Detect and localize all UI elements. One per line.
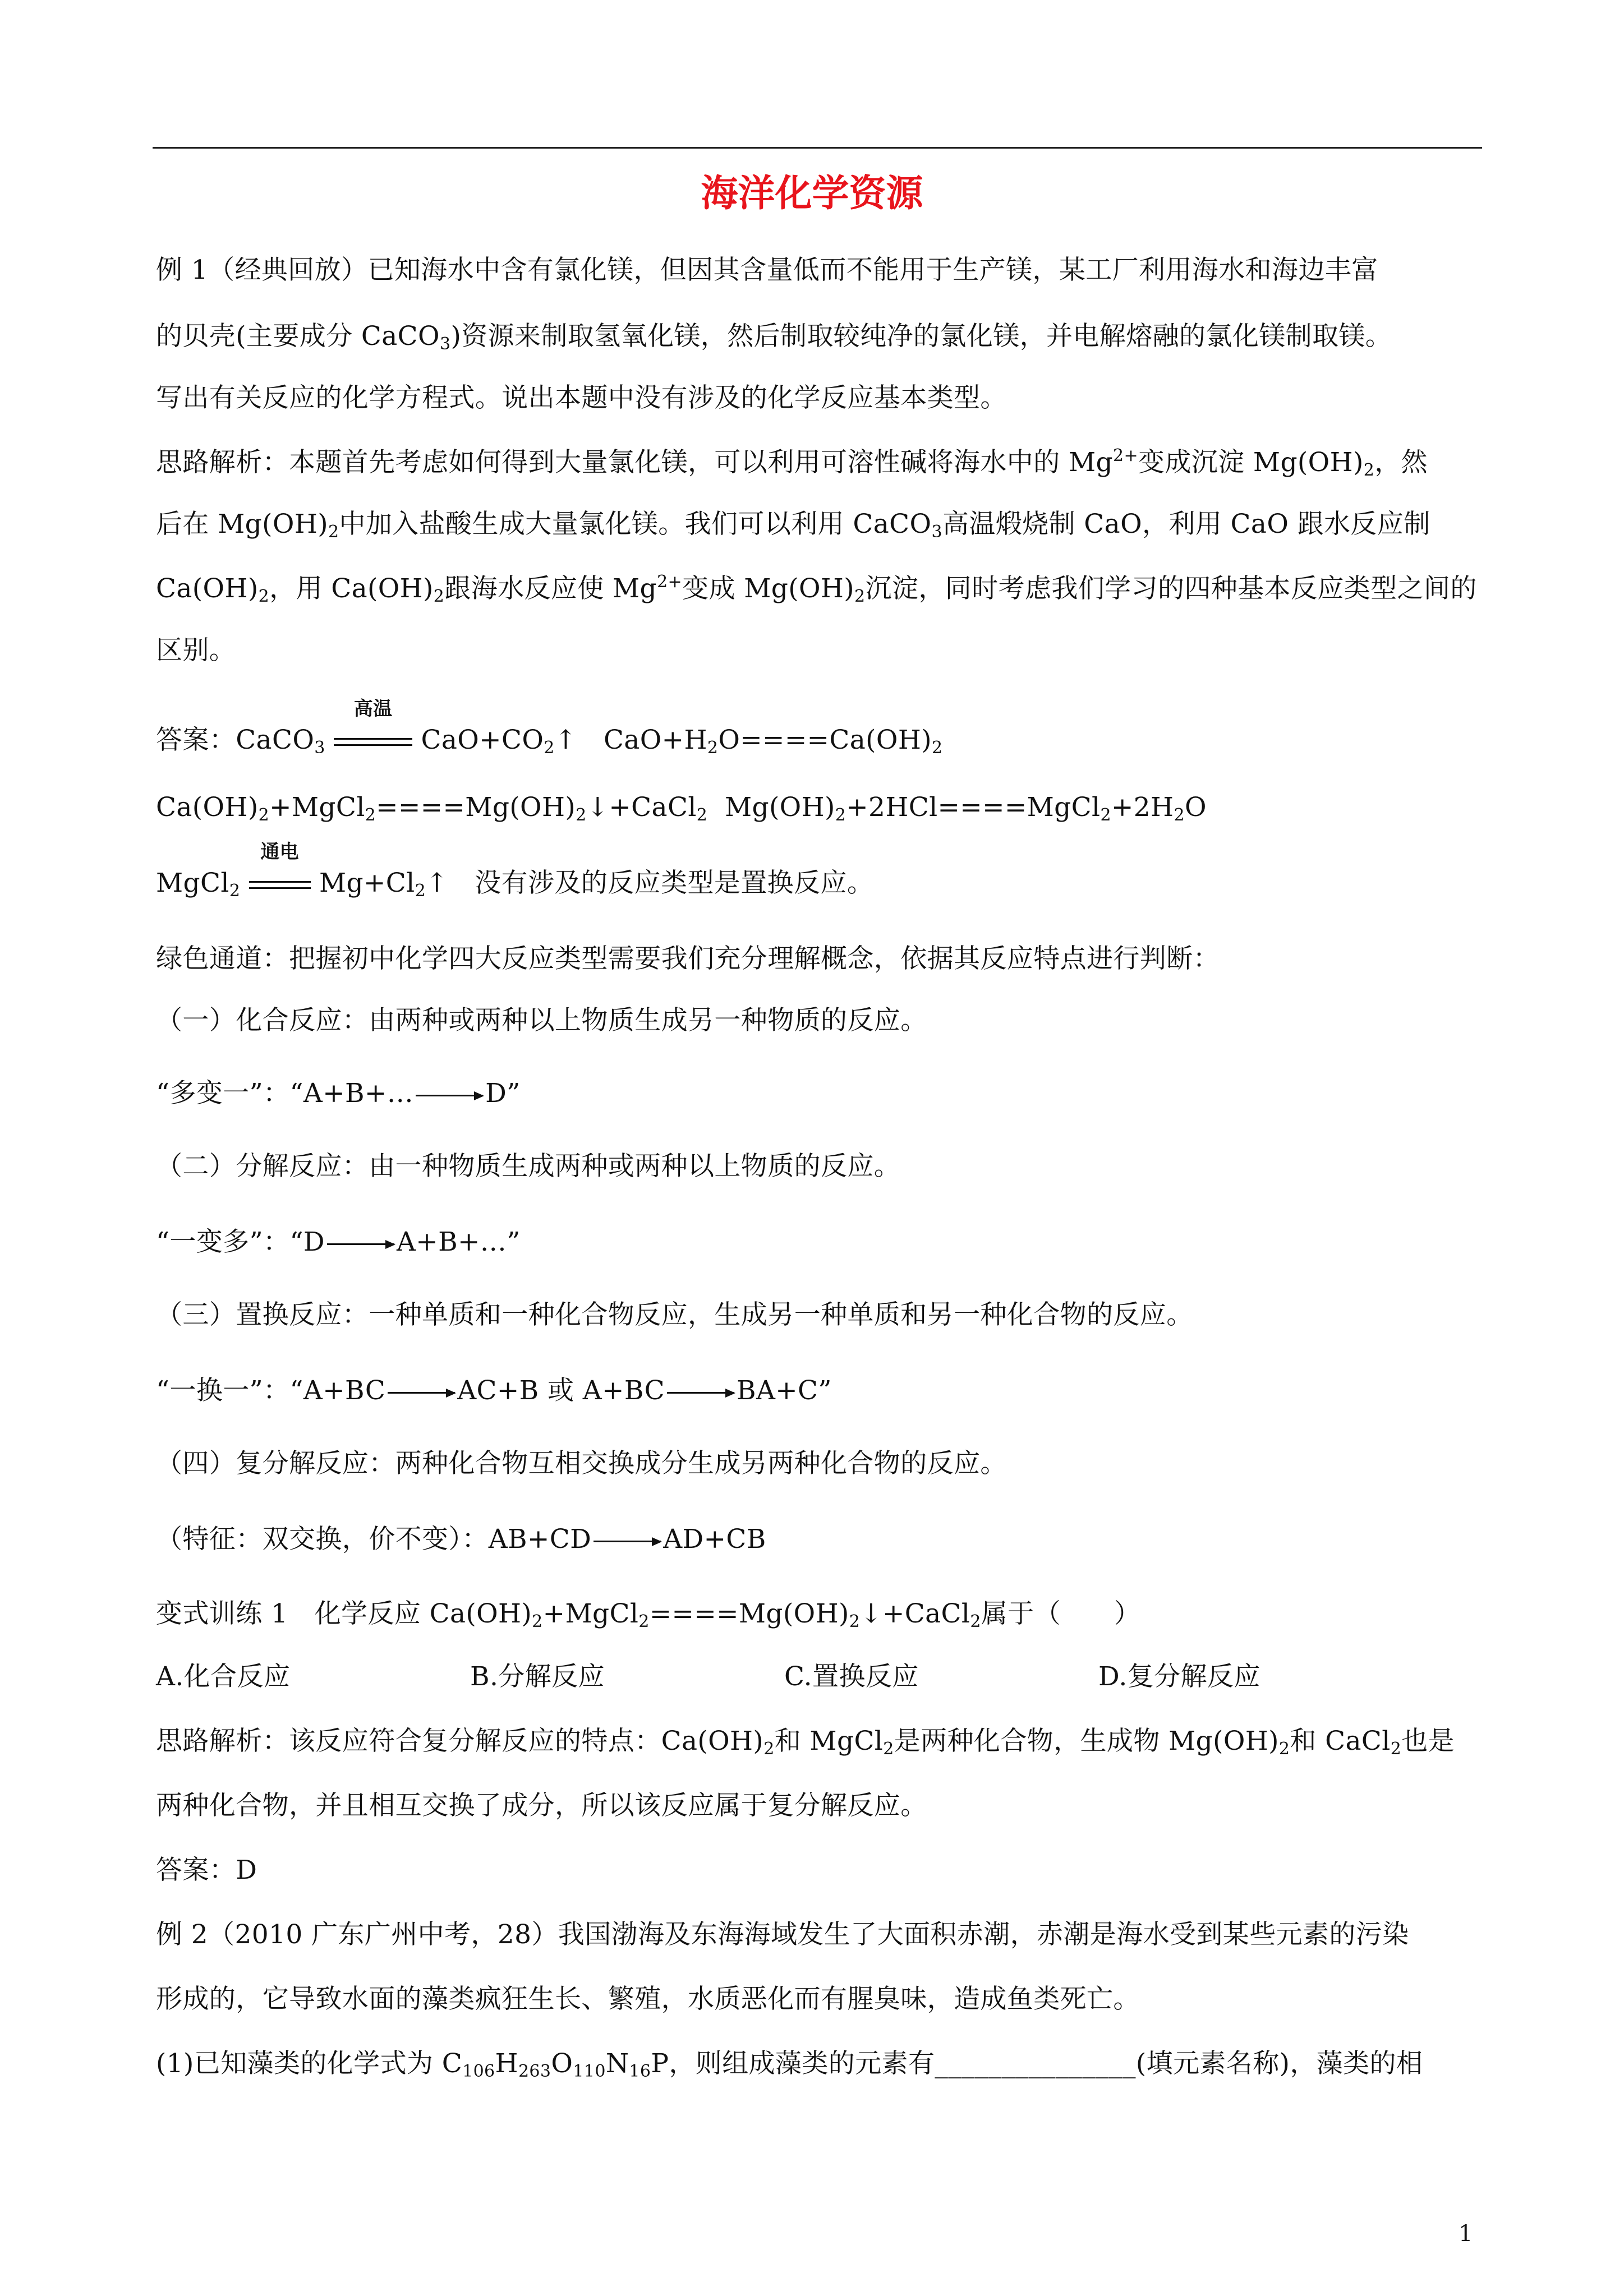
double-decomposition-formula: （特征：双交换，价不变）：AB+CD AD+CB <box>156 1524 766 1555</box>
analysis1-line4: 区别。 <box>156 635 236 666</box>
option-a: A.化合反应 <box>156 1661 291 1692</box>
answer1-equation3: MgCl$_2$ 通电 $Mg+Cl_2↑$ 没有涉及的反应类型是置换反应。 <box>156 841 874 901</box>
reaction-condition-electrolysis: 通电 <box>249 866 311 900</box>
option-b: B.分解反应 <box>470 1661 605 1692</box>
option-c: C.置换反应 <box>784 1661 919 1692</box>
green-channel-intro: 绿色通道：把握初中化学四大反应类型需要我们充分理解概念，依据其反应特点进行判断： <box>156 943 1220 974</box>
replacement-reaction-def: （三）置换反应：一种单质和一种化合物反应，生成另一种单质和另一种化合物的反应。 <box>156 1299 1193 1330</box>
analysis1-line3: $Ca(OH)_2$，用 $Ca(OH)_2$跟海水反应使 $Mg^{2+}$变成 $Mg(OH)_2$沉淀，同时考虑我们学习的四种基本反应类型之间的 <box>156 572 1477 606</box>
reaction-arrow <box>327 1243 394 1245</box>
example2-question1: (1)已知藻类的化学式为 $C_{106}H_{263}O_{110}N_{16}P$，则组成藻类的元素有_______________(填元素名称)，藻类的相 <box>156 2048 1423 2081</box>
answer-blank: _______________ <box>935 2048 1136 2079</box>
double-decomposition-def: （四）复分解反应：两种化合物互相交换成分生成另两种化合物的反应。 <box>156 1448 1007 1479</box>
decomposition-reaction-formula: “一变多”：“D A+B+…” <box>156 1227 521 1257</box>
answer1-equation1: 答案：CaCO$_3$ 高温 $CaO+CO_2↑$ $CaO+H_2O====Ca(OH)_2$ <box>156 698 943 758</box>
analysis1-line1: 思路解析：本题首先考虑如何得到大量氯化镁，可以利用可溶性碱将海水中的 $Mg^{2+}$变成沉淀 $Mg(OH)_2$，然 <box>156 446 1428 480</box>
reaction-condition-high-temp: 高温 <box>334 723 412 757</box>
example1-line3: 写出有关反应的化学方程式。说出本题中没有涉及的化学反应基本类型。 <box>156 382 1007 413</box>
option-d: D.复分解反应 <box>1098 1661 1260 1692</box>
page-title: 海洋化学资源 <box>701 172 923 215</box>
combination-reaction-formula: “多变一”：“A+B+… D” <box>156 1078 521 1109</box>
decomposition-reaction-def: （二）分解反应：由一种物质生成两种或两种以上物质的反应。 <box>156 1151 901 1182</box>
analysis1-line2: 后在 $Mg(OH)_2$中加入盐酸生成大量氯化镁。我们可以利用 CaCO$_3$高温煅烧制 CaO，利用 CaO 跟水反应制 <box>156 509 1430 542</box>
variant1-answer: 答案：D <box>156 1855 257 1885</box>
variant1-question: 变式训练 1 化学反应 $Ca(OH)_2+MgCl_2====Mg(OH)_2↓+CaCl_2$属于（ ） <box>156 1598 1141 1631</box>
page-number: 1 <box>1459 2221 1473 2247</box>
example2-line1: 例 2（2010 广东广州中考，28）我国渤海及东海海域发生了大面积赤潮，赤潮是海水受到某些元素的污染 <box>156 1919 1409 1950</box>
analysis2-line1: 思路解析：该反应符合复分解反应的特点：$Ca(OH)_2$和 MgCl$_2$是两种化合物，生成物 $Mg(OH)_2$和 CaCl$_2$也是 <box>156 1726 1455 1759</box>
answer1-equation2: $Ca(OH)_2+MgCl_2====Mg(OH)_2↓+CaCl_2$ $Mg(OH)_2+2HCl====MgCl_2+2H_2O$ <box>156 792 1207 825</box>
header-rule <box>153 147 1482 149</box>
example1-line2: 的贝壳(主要成分 CaCO$_3$)资源来制取氢氧化镁，然后制取较纯净的氯化镁，并电解熔融的氯化镁制取镁。 <box>156 321 1392 354</box>
example1-line1: 例 1（经典回放）已知海水中含有氯化镁，但因其含量低而不能用于生产镁，某工厂利用海水和海边丰富 <box>156 255 1378 285</box>
variant1-options <box>156 1660 1260 1694</box>
reaction-arrow <box>416 1095 483 1096</box>
analysis2-line2: 两种化合物，并且相互交换了成分，所以该反应属于复分解反应。 <box>156 1790 927 1821</box>
example2-line2: 形成的，它导致水面的藻类疯狂生长、繁殖，水质恶化而有腥臭味，造成鱼类死亡。 <box>156 1984 1140 2014</box>
reaction-arrow <box>388 1392 455 1394</box>
reaction-arrow <box>667 1392 734 1394</box>
reaction-arrow <box>594 1541 661 1542</box>
replacement-reaction-formula: “一换一”：“A+BC AC+B 或 A+BC BA+C” <box>156 1375 832 1406</box>
combination-reaction-def: （一）化合反应：由两种或两种以上物质生成另一种物质的反应。 <box>156 1005 927 1036</box>
